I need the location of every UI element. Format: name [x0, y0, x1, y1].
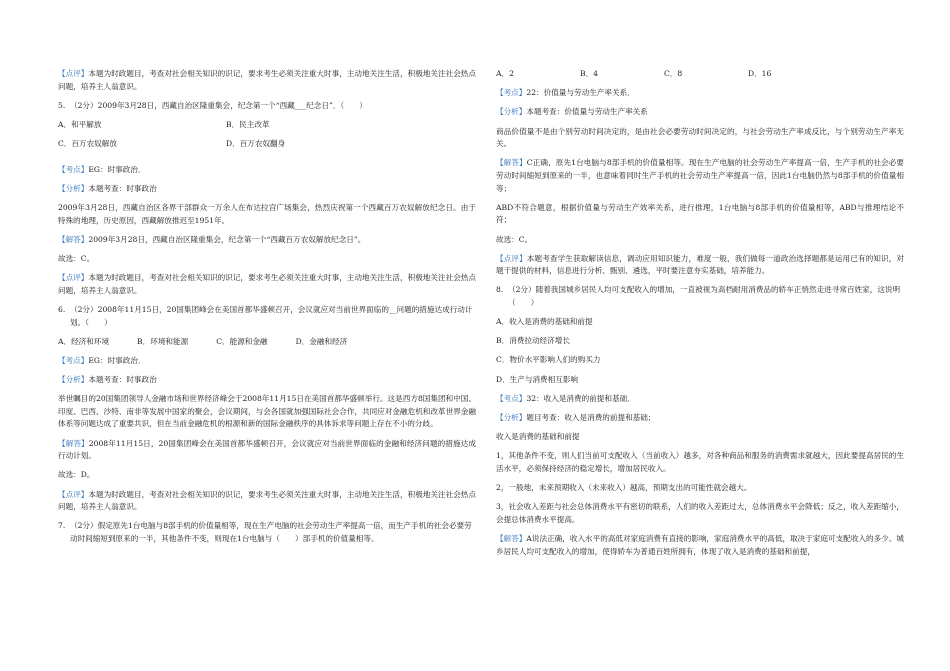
jieda: [58, 438, 476, 463]
review-tag: 【点评】: [58, 69, 89, 78]
right-column: [496, 68, 904, 565]
question-number: 6.: [58, 305, 66, 315]
answer-choice: 故选：D。: [58, 470, 95, 480]
fenxi-text: 题目考查：收入是消费的前提和基础；: [526, 412, 656, 422]
jieda: [58, 234, 476, 247]
intro-review: [58, 68, 476, 93]
option-c: C．物价水平影响人们的购买力: [496, 355, 601, 365]
fenxi-tag: 【分析】: [58, 183, 89, 193]
kaodian: [58, 164, 476, 177]
option-d: D．生产与消费相互影响: [496, 374, 579, 384]
question-6: [58, 304, 476, 329]
option-c: C．百万农奴解放: [58, 138, 117, 148]
jieda: [496, 533, 904, 558]
kaodian-text: EG：时事政治．: [88, 164, 146, 174]
kaodian-tag: 【考点】: [496, 393, 527, 403]
analysis-point-2: 2，一般地，未来预期收入（未来收入）越高，预期支出的可能性就会越大。: [496, 483, 752, 493]
question-number: 5.: [58, 100, 66, 110]
option-c: C．能源和金融: [216, 336, 268, 346]
review-text: 本题为时政题目，考查对社会相关知识的识记，要求考生必须关注重大时事，主动地关注生活，积极地关注社会热点问题，培养主人翁意识。: [58, 69, 476, 91]
option-a: A．经济和环境: [58, 336, 110, 346]
fenxi: [58, 374, 476, 387]
dianping: [58, 489, 476, 514]
kaodian-tag: 【考点】: [58, 164, 89, 174]
option-a: A．和平解放: [58, 119, 102, 129]
fenxi: [58, 183, 476, 196]
fenxi-tag: 【分析】: [496, 107, 527, 117]
dianping-tag: 【点评】: [58, 273, 89, 283]
kaodian: [496, 393, 904, 406]
option-d: D．金融和经济: [295, 336, 348, 346]
fenxi-text: 本题考查：价值量与劳动生产率关系: [526, 107, 648, 117]
jieda-text: A说法正确，收入水平的高低对家庭消费有直接的影响，家庭消费水平的高低，取决于家庭可支配收入的多少。城乡居民人均可支配收入的增加，使得轿车为普通百姓所拥有，体现了收入是消费的基础和前提，: [496, 534, 905, 556]
fenxi-body: 商品价值量不是由个别劳动时间决定的，是由社会必要劳动时间决定的，与社会劳动生产率成反比，与个别劳动生产率无关。: [496, 126, 904, 149]
question-5-options: [58, 119, 476, 157]
kaodian-text: 22：价值量与劳动生产率关系．: [526, 88, 635, 98]
kaodian: [58, 355, 476, 368]
question-7: [58, 520, 476, 545]
left-column: [58, 68, 476, 552]
question-8-options: [496, 316, 904, 386]
fenxi-tag: 【分析】: [58, 375, 89, 384]
jieda: [496, 157, 904, 195]
question-8: [496, 284, 904, 309]
answer-choice: 故选：C。: [58, 254, 95, 264]
question-stem: （2分）假定原先1台电脑与8部手机的价值量相等，现在生产电脑的社会劳动生产率提高一倍，而生产手机的社会必要劳动时间缩短到原来的一半，其他条件不变，则现在1台电脑与（ ）部手机的价值量相等。: [70, 521, 472, 543]
fenxi-body: 2009年3月28日，西藏自治区各界干部群众一万余人在布达拉宫广场集会，热烈庆祝第一个西藏百万农奴解放纪念日。由于特殊的地理，历史原因，西藏解放推迟至1951年。: [58, 203, 476, 225]
fenxi-text: 本题考查：时事政治: [88, 375, 157, 384]
option-a: A．2: [496, 69, 514, 78]
kaodian-tag: 【考点】: [496, 88, 527, 98]
fenxi-line-2: 收入是消费的基础和前提: [496, 432, 580, 442]
dianping-tag: 【点评】: [58, 489, 89, 499]
question-stem: （2分）随着我国城乡居民人均可支配收入的增加，一直被视为高档耐用消费品的轿车正悄然走进寻常百姓家，这说明（ ）: [508, 285, 901, 308]
question-stem: （2分）2009年3月28日，西藏自治区隆重集会，纪念第一个“西藏___纪念日”．（ ）: [70, 100, 368, 110]
jieda-abd: ABD不符合题意，根据价值量与劳动生产效率关系，进行推理，1台电脑与8部手机的价值量相等，ABD与推理结论不符；: [496, 202, 904, 225]
option-a: A．收入是消费的基础和前提: [496, 317, 593, 327]
fenxi: [496, 412, 904, 425]
question-stem: （2分）2008年11月15日，20国集团峰会在美国首都华盛顿召开，会议就应对当前世界面临的__问题的措施达成行动计划。（ ）: [70, 305, 473, 327]
jieda-tag: 【解答】: [58, 438, 89, 448]
dianping-text: 本题为时政题目，考查对社会相关知识的识记，要求考生必须关注重大时事，主动地关注生活，积极地关注社会热点问题，培养主人翁意识。: [58, 489, 476, 512]
analysis-point-3: 3，社会收入差距与社会总体消费水平有密切的联系，人们的收入差距过大，总体消费水平会降低；反之，收入差距缩小，会提总体消费水平提高。: [496, 502, 904, 524]
option-b: B．环境和能源: [137, 336, 189, 346]
option-c: C．8: [664, 69, 683, 78]
jieda-tag: 【解答】: [496, 534, 527, 544]
dianping: [496, 253, 904, 278]
kaodian-tag: 【考点】: [58, 355, 89, 365]
option-d: D．百万农奴翻身: [226, 138, 286, 148]
option-b: B．民主改革: [226, 119, 270, 129]
jieda-text: 2008年11月15日，20国集团峰会在美国首都华盛顿召开，会议就应对当前世界面临的金融和经济问题的措施达成行动计划。: [58, 438, 477, 461]
dianping: [58, 272, 476, 297]
fenxi-body: 举世瞩目的20国集团领导人金融市场和世界经济峰会于2008年11月15日在美国首都华盛顿举行。这是西方8国集团和中国、印度、巴西、沙特、南非等发展中国家的聚会，会议期间，与会各国就加强国际社会合作，共同应对金融危机和改革世界金融体系等问题达成了重要共识，但在当前金融危机的根源和新的国际金融秩序的具体诉求等问题上存在不小的分歧。: [58, 394, 476, 429]
kaodian-text: 32：收入是消费的前提和基础．: [526, 393, 635, 403]
jieda-tag: 【解答】: [58, 234, 89, 244]
answer-choice: 故选：C。: [496, 234, 533, 244]
question-5: [58, 100, 476, 113]
option-b: B．消费拉动经济增长: [496, 336, 570, 346]
dianping-text: 本题考查学生获取解读信息，调动应用知识能力，难度一般，我们做每一道政治选择题都是运用已有的知识，对题干提供的材料，信息进行分析、甄别、遴选，平时要注意夯实基础，培养能力。: [496, 253, 905, 276]
analysis-point-1: 1，其他条件不变，则人们当前可支配收入（当前收入）越多，对各种商品和服务的消费需求就越大，因此要提高居民的生活水平，必须保持经济的稳定增长，增加居民收入。: [496, 451, 904, 473]
question-number: 7.: [58, 521, 66, 531]
dianping-tag: 【点评】: [496, 253, 527, 263]
jieda-text: 2009年3月28日，西藏自治区隆重集会，纪念第一个“西藏百万农奴解放纪念日”。: [88, 234, 366, 244]
question-number: 8.: [496, 285, 504, 295]
fenxi-text: 本题考查：时事政治: [88, 183, 157, 193]
option-b: B．4: [580, 69, 599, 78]
jieda-tag: 【解答】: [496, 158, 527, 168]
jieda-text: C正确，原先1台电脑与8部手机的价值量相等。现在生产电脑的社会劳动生产率提高一倍，生产手机的社会必要劳动时间缩短到原来的一半，也意味着同时生产手机的社会劳动生产率提高一倍，因此1台电脑仍然与8部手机的价值量相等；: [496, 158, 905, 193]
fenxi-tag: 【分析】: [496, 412, 527, 422]
dianping-text: 本题为时政题目，考查对社会相关知识的识记，要求考生必须关注重大时事，主动地关注生活，积极地关注社会热点问题，培养主人翁意识。: [58, 273, 476, 295]
kaodian-text: EG：时事政治．: [88, 355, 146, 365]
option-d: D．16: [748, 69, 772, 78]
kaodian: [496, 87, 904, 100]
fenxi: [496, 106, 904, 119]
question-6-options: [58, 336, 476, 349]
question-7-options: [496, 68, 904, 81]
